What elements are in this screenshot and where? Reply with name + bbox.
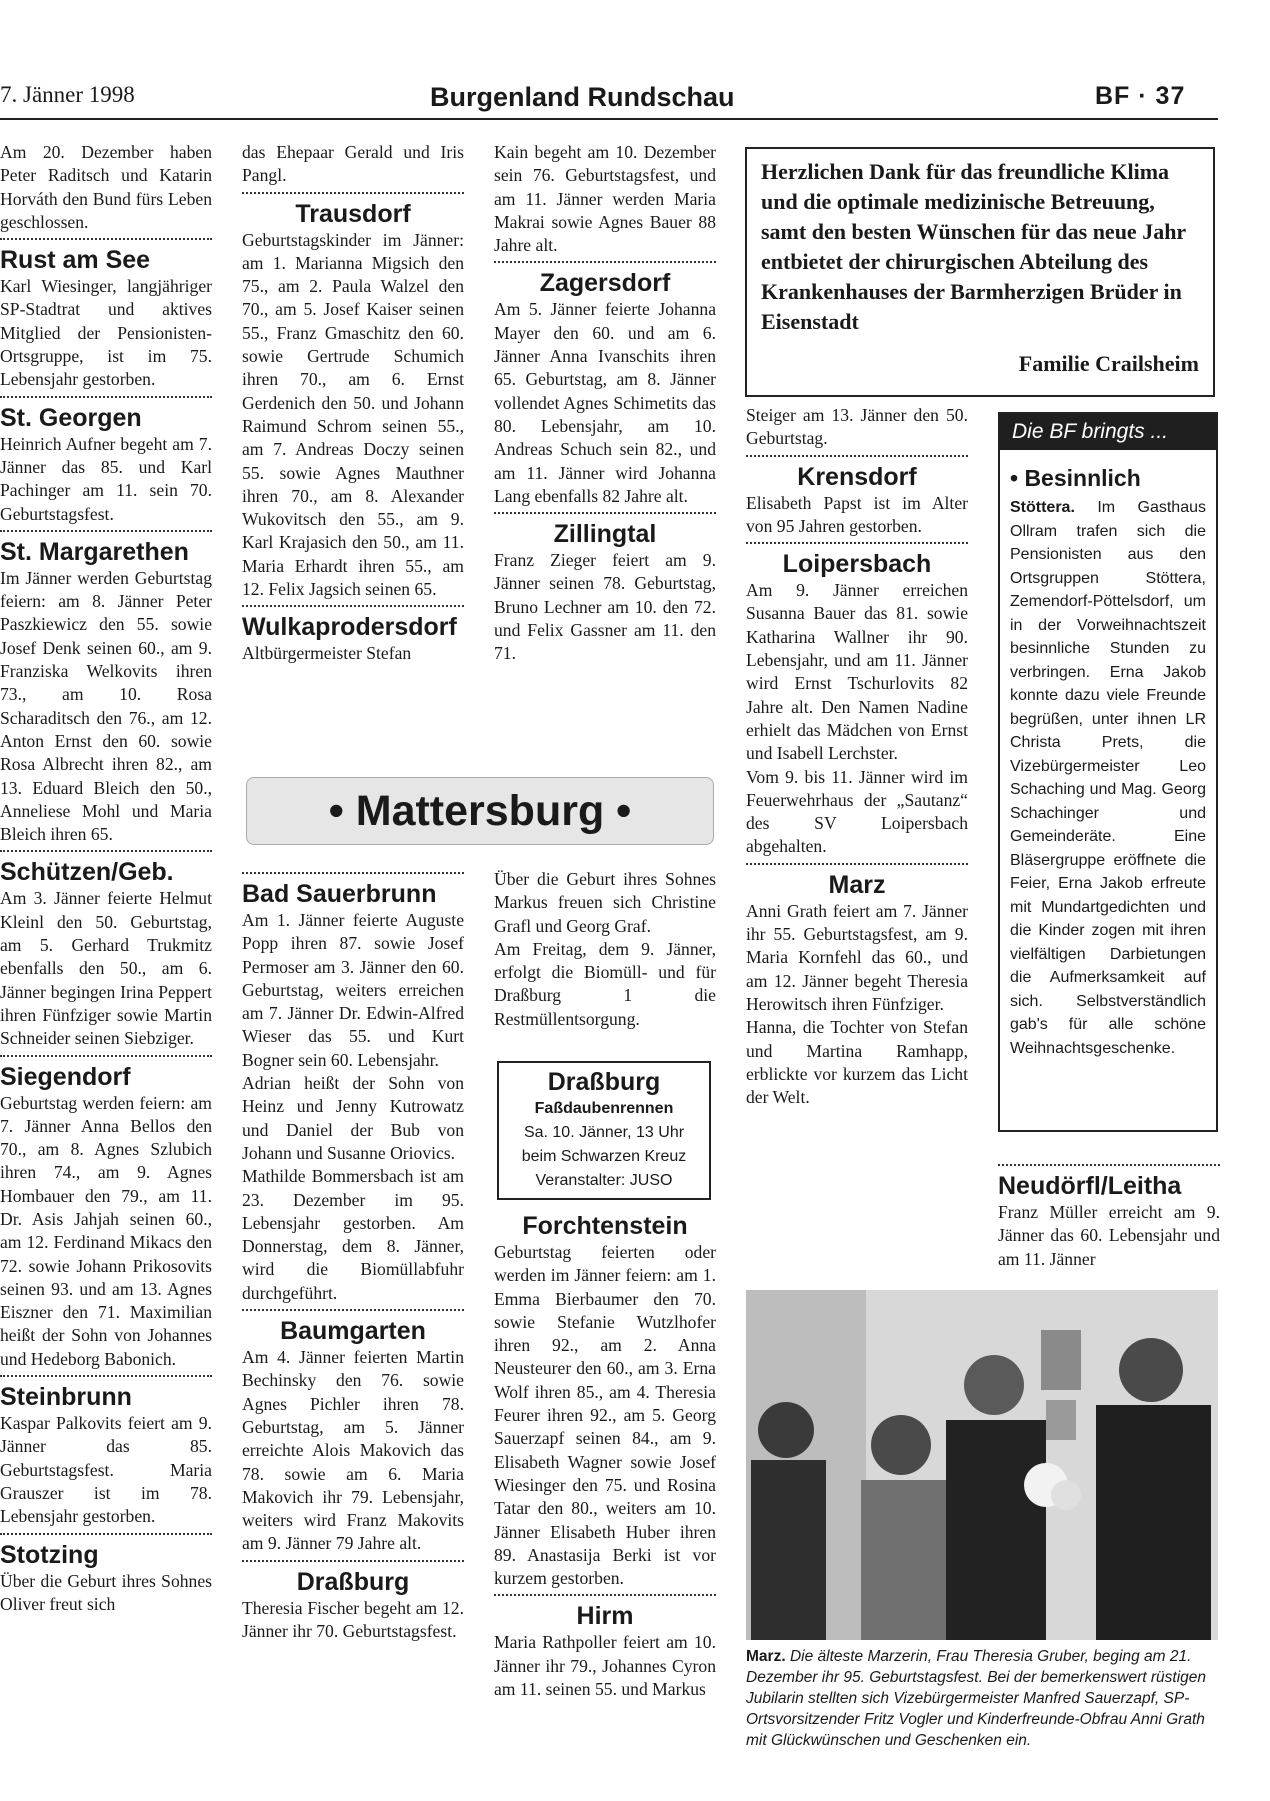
sidebar-header: Die BF bringts ... [1000,414,1216,450]
divider [0,1533,212,1535]
article-heading: Marz [828,870,886,899]
ad-text: Herzlichen Dank für das freundliche Klima und die optimale medizinische Betreuung, samt den besten Wünschen für das neue Jahr entbietet der chirurgischen Abteilung des Krankenhauses der Barmherzigen Brüder in Eisenstadt [761,159,1186,334]
article-heading: St. Margarethen [0,537,189,566]
article-text: Über die Geburt ihres Sohnes Oliver freut sich [0,1570,212,1614]
column-2-lower [242,868,464,1798]
article-text: Franz Zieger feiert am 9. Jänner seinen 78. Geburtstag, Bruno Lechner am 10. den 72. und Felix Gassner am 11. den 71. [494,550,716,664]
article-heading: Trausdorf [295,199,411,228]
event-location: beim Schwarzen Kreuz [521,1148,687,1165]
article-text: Heinrich Aufner begeht am 7. Jänner das 85. und Karl Pachinger am 11. sein 70. Geburtstagsfest. [0,433,212,524]
article-heading: Neudörfl/Leitha [998,1172,1182,1200]
article-text: Elisabeth Papst ist im Alter von 95 Jahren gestorben. [746,492,968,536]
article-text: Karl Wiesinger, langjähriger SP-Stadtrat und aktives Mitglied der Pensionisten-Ortsgruppe, ist im 75. Lebensjahr gestorben. [0,276,212,390]
divider [242,1309,464,1311]
article-text: das Ehepaar Gerald und Iris Pangl. [242,142,464,186]
header-rule [0,118,1218,120]
article-text: Am 4. Jänner feierten Martin Bechinsky den 76. sowie Agnes Pichler ihren 78. Geburtstag, am 5. Jänner erreichte Alois Makovich das 78. sowie am 6. Maria Makovich ihr 79. Lebensjahr, weiters wird Franz Makovits am 9. Jänner 79 Jahre alt. [242,1347,464,1554]
article-text: Steiger am 13. Jänner den 50. Geburtstag. [746,405,968,449]
column-2 [242,141,464,761]
article-text: Am 3. Jänner feierte Helmut Kleinl den 50. Geburtstag, am 5. Gerhard Trukmitz ebenfalls den 50., am 6. Jänner begingen Irina Peppert ihren Fünfziger sowie Martin Schneider seinen Siebziger. [0,888,212,1049]
divider [0,238,212,240]
article-heading: Wulkaprodersdorf [242,613,457,642]
issue-date: 7. Jänner 1998 [0,82,135,107]
event-name: Faßdaubenrennen [534,1100,674,1117]
article-text: Geburtstag feierten oder werden im Jänner feiern: am 1. Emma Bierbaumer den 70. sowie Stefanie Wutzlhofer ihren 92., am 2. Anna Neusteurer den 60., am 3. Erna Wolf ihren 85., am 4. Theresia Feurer ihren 92., am 5. Georg Sauerzapf seinen 84., am 9. Elisabeth Wagner sowie Josef Wiesinger den 75. und Rosina Tatar den 80., weiters am 10. Jänner Elisabeth Huber ihren 89. Anastasija Berki ist vor kurzem gestorben. [494,1242,716,1589]
newspaper-section-title: Burgenland Rundschau [430,82,735,112]
article-text: Maria Rathpoller feiert am 10. Jänner ihr 79., Johannes Cyron am 11. seinen 55. und Markus [494,1632,716,1700]
thank-you-ad [745,147,1215,397]
divider [494,512,716,514]
article-text: Hanna, die Tochter von Stefan und Martina Ramhapp, erblickte vor kurzem das Licht der Welt. [746,1017,968,1108]
divider [746,455,968,457]
divider [242,192,464,194]
article-heading: Bad Sauerbrunn [242,880,437,908]
column-1 [0,141,212,1791]
divider [0,850,212,852]
divider [998,1164,1220,1166]
article-heading: Steinbrunn [0,1383,132,1412]
divider [242,1560,464,1562]
event-box [497,1061,711,1200]
column-3-bottom [494,1211,716,1801]
article-heading: Loipersbach [782,550,932,579]
article-text: Am 20. Dezember haben Peter Raditsch und Katarin Horváth den Bund fürs Leben geschlossen. [0,142,212,232]
article-text: Mathilde Bommersbach ist am 23. Dezember im 95. Lebensjahr gestorben. Am Donnerstag, dem 8. Jänner, wird die Biomüllabfuhr durchgeführt. [242,1166,464,1303]
article-text: Am 1. Jänner feierte Auguste Popp ihren 87. sowie Josef Permoser am 3. Jänner den 60. Geburtstag, weiters erreichen am 7. Jänner Dr. Edwin-Alfred Wieser das 55. und Kurt Bogner sein 60. Lebensjahr. [242,910,464,1070]
article-heading: Schützen/Geb. [0,858,174,887]
sidebar-title: • Besinnlich [1010,465,1141,491]
article-text: Kaspar Palkovits feiert am 9. Jänner das 85. Geburtstagsfest. Maria Grauszer ist im 78. Lebensjahr gestorben. [0,1413,212,1527]
article-text: Altbürgermeister Stefan [242,643,412,664]
sidebar-lead: Stöttera. [1010,499,1075,516]
event-title: Draßburg [547,1068,661,1096]
article-text: Kain begeht am 10. Dezember sein 76. Geburtstagsfest, und am 11. Jänner werden Maria Makrai sowie Agnes Bauer 88 Jahre alt. [494,142,716,256]
article-text: Im Jänner werden Geburtstag feiern: am 8. Jänner Peter Paszkiewicz den 55. sowie Josef Denk seinen 60., am 9. Franziska Welkovits ihren 73., am 10. Rosa Scharaditsch den 76., am 12. Anton Ernst den 60. sowie Rosa Albrecht ihren 82., am 13. Eduard Bleich den 50., Anneliese Mohl und Maria Bleich ihren 65. [0,567,212,845]
divider [494,1594,716,1596]
article-heading: Rust am See [0,246,151,275]
divider [0,1375,212,1377]
column-4 [746,404,968,1264]
caption-lead: Marz. [746,1648,786,1665]
divider [242,605,464,607]
article-heading: Hirm [576,1602,634,1631]
photo-image [746,1290,1218,1640]
article-heading: Zillingtal [553,520,657,549]
article-text: Geburtstag werden feiern: am 7. Jänner Anna Bellos den 70., am 8. Agnes Szlubich ihren 74., am 9. Agnes Hombauer den 79., am 11. Dr. Asis Jahjah seinen 60., am 12. Ferdinand Mikacs den 72. sowie Johann Prikosovits seinen 93. und am 13. Agnes Eiszner den 71. Maximilian heißt der Sohn von Johannes und Hedeborg Babonich. [0,1092,212,1369]
article-heading: Stotzing [0,1540,99,1569]
article-heading: Zagersdorf [539,269,671,298]
article-heading: Krensdorf [797,462,917,491]
divider [746,542,968,544]
divider [494,261,716,263]
column-5-lower [998,1160,1220,1270]
sidebar-text: Im Gasthaus Ollram trafen sich die Pensionisten aus den Ortsgruppen Stöttera, Zemendorf-Pöttelsdorf, um in der Vorweihnachtszeit besinnliche Stunden zu verbringen. Erna Jakob konnte dazu viele Freunde begrüßen, unter ihnen LR Christa Prets, die Vizebürgermeister Leo Schaching und Mag. Georg Schachinger und Gemeinderäte. Eine Bläsergruppe eröffnete die Feier, Erna Jakob erfreute mit Mundartgedichten und die Kinder zogen mit ihren vielfältigen Darbietungen die Aufmerksamkeit auf sich. Selbstverständlich gab's für alle schöne Weihnachtsgeschenke. [1010,499,1206,1057]
group-photo [746,1290,1218,1640]
divider [0,396,212,398]
article-heading: Forchtenstein [522,1212,688,1240]
article-text: Über die Geburt ihres Sohnes Markus freuen sich Christine Grafl und Georg Graf. [494,869,716,936]
article-heading: Draßburg [296,1567,410,1596]
article-text: Am 5. Jänner feierte Johanna Mayer den 60. und am 6. Jänner Anna Ivanschits ihren 65. Geburtstag, am 8. Jänner vollendet Agnes Schimetits das 80. Lebensjahr, am 10. Andreas Schuch sein 82., und am 11. Jänner wird Johanna Lang ebenfalls 82 Jahre alt. [494,299,716,506]
column-3 [494,141,716,761]
article-heading: Siegendorf [0,1062,131,1091]
photo-caption [746,1646,1218,1751]
article-text: Am 9. Jänner erreichen Susanna Bauer das 81. sowie Katharina Wallner ihr 90. Lebensjahr, und am 11. Jänner wird Ernst Tschurlovits 82 Jahre alt. Den Namen Nadine erhielt das Mädchen von Ernst und Isabell Lerchster. [746,580,968,764]
article-text: Adrian heißt der Sohn von Heinz und Jenny Kutrowatz und Daniel der Bub von Johann und Susanne Oriovics. [242,1073,464,1163]
divider [0,530,212,532]
article-text: Franz Müller erreicht am 9. Jänner das 60. Lebensjahr und am 11. Jänner [998,1202,1220,1269]
article-text: Anni Grath feiert am 7. Jänner ihr 55. Geburtstagsfest, am 9. Maria Kornfehl das 60., und am 12. Jänner begeht Theresia Herowitsch ihren Fünfziger. [746,900,968,1014]
page-number: BF · 37 [1095,82,1186,110]
article-text: Theresia Fischer begeht am 12. Jänner ihr 70. Geburtstagsfest. [242,1597,464,1642]
sidebar-box [998,412,1218,1132]
column-3-lower [494,868,716,1058]
divider [746,863,968,865]
divider [242,872,464,874]
article-text: Geburtstagskinder im Jänner: am 1. Marianna Migsich den 75., am 2. Paula Walzel den 70., am 5. Josef Kaiser seinen 55., Franz Gmaschitz den 60. sowie Gertrude Schumich ihren 70., am 6. Ernst Gerdenich den 50. und Johann Raimund Schrom seinen 55., am 7. Andreas Doczy seinen 55. sowie Agnes Mauthner ihren 70., am 8. Alexander Wukovitsch den 55., am 9. Karl Krajasich den 50., am 11. Maria Erhardt ihren 55., am 12. Felix Jagsich seinen 65. [242,229,464,600]
event-date: Sa. 10. Jänner, 13 Uhr [523,1124,685,1141]
divider [0,1055,212,1057]
article-text: Vom 9. bis 11. Jänner wird im Feuerwehrhaus der „Sautanz“ des SV Loipersbach abgehalten. [746,766,968,857]
article-text: Am Freitag, dem 9. Jänner, erfolgt die Biomüll- und für Draßburg 1 die Restmüllentsorgung. [494,938,716,1029]
event-organizer: Veranstalter: JUSO [535,1172,673,1189]
article-heading: Baumgarten [280,1317,426,1346]
article-heading: St. Georgen [0,403,142,432]
ad-signature: Familie Crailsheim [1018,351,1199,376]
section-banner: • Mattersburg • [246,777,714,845]
caption-text: Die älteste Marzerin, Frau Theresia Gruber, beging am 21. Dezember ihr 95. Geburtstagsfest. Bei der bemerkenswert rüstigen Jubilarin stellten sich Vizebürgermeister Manfred Sauerzapf, SP-Ortsvorsitzender Fritz Vogler und Kinderfreunde-Obfrau Anni Grath mit Glückwünschen und Geschenken ein. [746,1648,1207,1749]
